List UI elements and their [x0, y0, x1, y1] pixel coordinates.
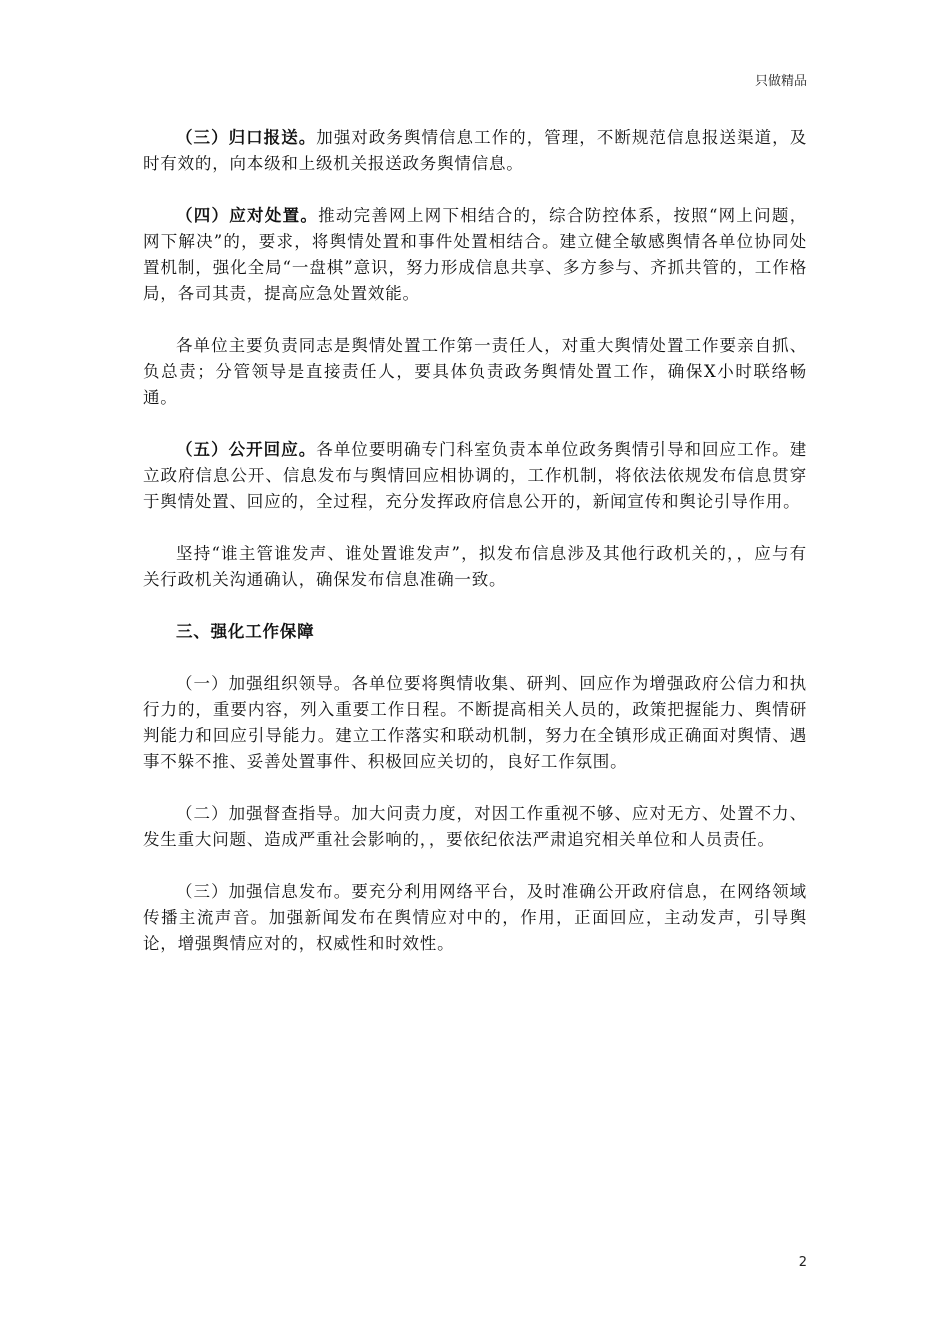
paragraph-text: 推动完善网上网下相结合的，综合防控体系，按照“网上问题，网下解决”的，要求，将舆情处置和事件处置相结合。建立健全敏感舆情各单位协同处置机制，强化全局“一盘棋”意识，努力形成信息共享、多方参与、齐抓共管的，工作格局，各司其责，提高应急处置效能。	[143, 206, 807, 303]
paragraph-responsibility	[143, 333, 807, 411]
paragraph-supervision: （二）加强督查指导。加大问责力度，对因工作重视不够、应对无方、处置不力、发生重大问题、造成严重社会影响的，，要依纪依法严肃追究相关单位和人员责任。	[143, 804, 807, 849]
paragraph-lead: （五）公开回应。	[176, 440, 317, 459]
paragraph-public-response	[143, 437, 807, 515]
section-heading: 三、强化工作保障	[176, 622, 315, 641]
paragraph-text: 各单位主要负责同志是舆情处置工作第一责任人，对重大舆情处置工作要亲自抓、负总责；分管领导是直接责任人，要具体负责政务舆情处置工作，确保X小时联络畅通。	[143, 336, 807, 407]
page-number: 2	[798, 1255, 807, 1270]
paragraph-organization-leadership: （一）加强组织领导。各单位要将舆情收集、研判、回应作为增强政府公信力和执行力的，重要内容，列入重要工作日程。不断提高相关人员的，政策把握能力、舆情研判能力和回应引导能力。建立工作落实和联动机制，努力在全镇形成正确面对舆情、遇事不躲不推、妥善处置事件、积极回应关切的，良好工作氛围。	[143, 674, 807, 771]
paragraph-response-handling	[143, 203, 807, 307]
paragraph-lead: （四）应对处置。	[176, 206, 319, 225]
paragraph-centralized-reporting	[143, 125, 807, 177]
paragraph-text: 加强对政务舆情信息工作的，管理，不断规范信息报送渠道，及时有效的，向本级和上级机关报送政务舆情信息。	[143, 128, 807, 173]
paragraph-lead: （三）归口报送。	[176, 128, 317, 147]
paragraph-information-release: （三）加强信息发布。要充分利用网络平台，及时准确公开政府信息，在网络领域传播主流声音。加强新闻发布在舆情应对中的，作用，正面回应，主动发声，引导舆论，增强舆情应对的，权威性和时效性。	[143, 882, 807, 953]
paragraph-text: 坚持“谁主管谁发声、谁处置谁发声”，拟发布信息涉及其他行政机关的，，应与有关行政机关沟通确认，确保发布信息准确一致。	[143, 544, 807, 589]
paragraph-who-speaks	[143, 541, 807, 593]
paragraph-text: 各单位要明确专门科室负责本单位政务舆情引导和回应工作。建立政府信息公开、信息发布与舆情回应相协调的，工作机制，将依法依规发布信息贯穿于舆情处置、回应的，全过程，充分发挥政府信息公开的，新闻宣传和舆论引导作用。	[143, 440, 807, 511]
document-body	[143, 125, 807, 983]
header-note: 只做精品	[754, 74, 807, 89]
